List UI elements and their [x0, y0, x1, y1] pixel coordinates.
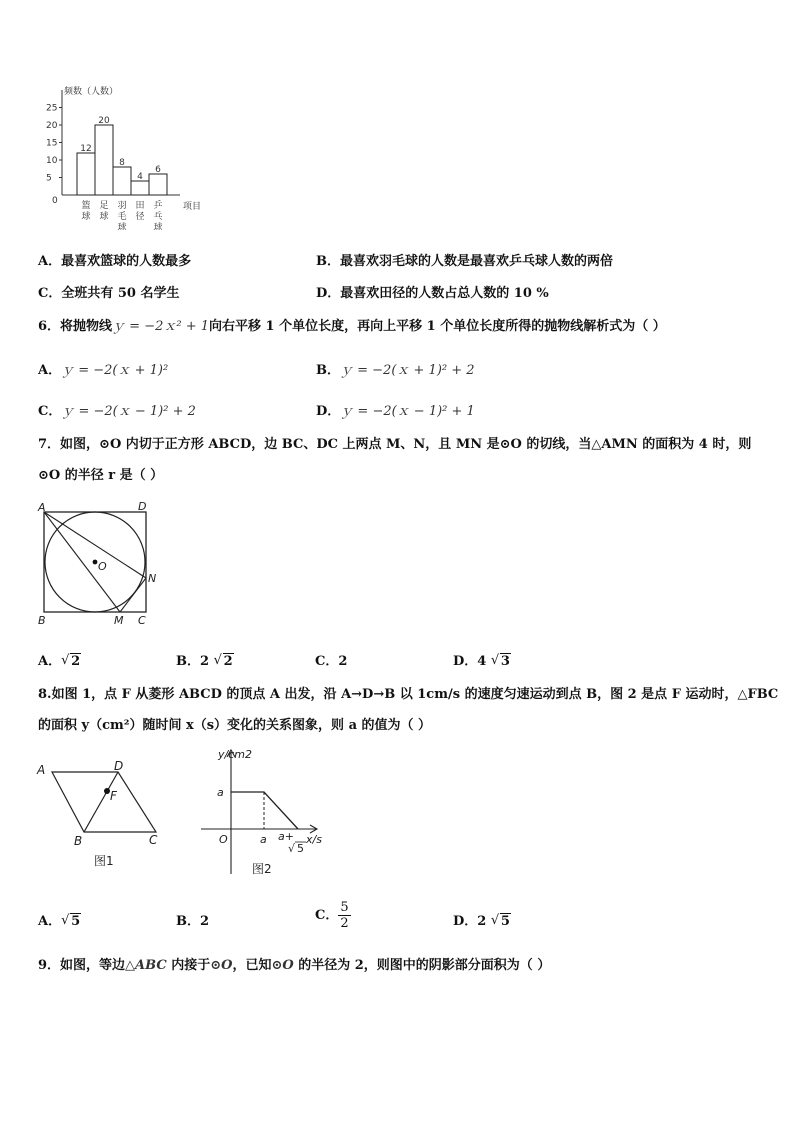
q5-option-d[interactable]: D．最喜欢田径的人数占总人数的 10 % [316, 286, 549, 301]
rhombus-abcd [52, 772, 156, 832]
q6-option-c[interactable] [38, 400, 196, 419]
label-sqrt-radicand: 5 [297, 842, 304, 855]
q9-text-3: ，已知 [232, 958, 272, 973]
category-label: 径 [135, 212, 145, 222]
q7-d-radicand: 3 [500, 654, 510, 669]
q8-d-label: D．2 [453, 914, 487, 929]
q8-option-b[interactable]: B．2 [176, 914, 210, 929]
q6-b-expression: ｙ = −2(ｘ + 1)² + 2 [340, 363, 475, 378]
sqrt-symbol [491, 654, 511, 669]
y-tick-label: 5 [46, 173, 52, 184]
q8-option-a[interactable] [38, 910, 81, 929]
q7-stem-line2: ⊙O 的半径 r 是（ ） [38, 468, 164, 483]
sqrt-symbol [61, 654, 81, 669]
bar-chart [40, 82, 230, 230]
label-b: B [74, 834, 83, 848]
q9-circle: ⊙O [210, 958, 233, 973]
q7-figure [34, 498, 164, 630]
q7-stem-line1: 7．如图，⊙O 内切于正方形 ABCD，边 BC、DC 上两点 M、N，且 MN 是⊙O 的切线，当△AMN 的面积为 4 时，则 [38, 437, 752, 452]
label-d: D [114, 759, 124, 773]
label-c: C [149, 833, 158, 847]
q7-b-label: B．2 [176, 654, 210, 669]
q8-c-numerator: 5 [340, 900, 349, 915]
label-sqrt-sign: √ [288, 842, 296, 855]
q5-option-a[interactable]: A．最喜欢篮球的人数最多 [38, 254, 192, 269]
q7-option-d[interactable] [453, 650, 511, 669]
y-tick-label: 15 [46, 138, 58, 149]
label-m: M [114, 614, 124, 627]
category-label: 田 [135, 201, 145, 211]
figure-caption: 图2 [252, 862, 272, 876]
bar [77, 153, 95, 195]
q8-c-denominator: 2 [340, 916, 349, 931]
q7-option-a[interactable] [38, 650, 81, 669]
center-point [93, 560, 98, 565]
category-label: 毛 [117, 212, 127, 222]
q6-option-d[interactable] [316, 400, 475, 419]
category-label: 乒 [153, 201, 163, 211]
y-axis-label: y/cm2 [218, 748, 252, 761]
q8-stem-line2: 的面积 y（cm²）随时间 x（s）变化的关系图象，则 a 的值为（ ） [38, 718, 432, 733]
q8-a-label: A． [38, 914, 62, 929]
chart-y-title: 频数（人数） [64, 87, 119, 97]
label-f: F [110, 789, 117, 803]
q8-figure2 [196, 744, 336, 880]
q6-option-b[interactable] [316, 359, 475, 378]
segment-mn [120, 578, 146, 612]
q6-stem [38, 319, 666, 335]
label-o: O [98, 560, 107, 573]
q7-option-c[interactable]: C．2 [315, 654, 348, 669]
y-tick-label: 25 [46, 103, 58, 114]
q7-a-radicand: 2 [71, 654, 81, 669]
category-label: 球 [81, 212, 91, 222]
q6-stem-text: 6．将抛物线 [38, 319, 113, 334]
category-label: 乓 [153, 212, 163, 222]
q9-text-2: 内接于 [166, 958, 211, 973]
label-n: N [148, 572, 157, 585]
y-tick-label: 0 [52, 196, 58, 206]
label-a-x: a [260, 833, 267, 846]
bar [113, 167, 131, 195]
q5-option-b[interactable]: B．最喜欢羽毛球的人数是最喜欢乒乓球人数的两倍 [316, 254, 613, 269]
q6-d-label: D． [316, 404, 341, 419]
category-label: 羽 [117, 201, 127, 211]
q6-option-a[interactable] [38, 359, 168, 378]
x-axis-label: x/s [306, 833, 322, 846]
q9-triangle: △ABC [125, 958, 167, 973]
sqrt-symbol [214, 654, 234, 669]
segment-am [44, 512, 120, 612]
sqrt-symbol [491, 914, 511, 929]
y-tick-label: 10 [46, 156, 58, 166]
q9-stem [38, 958, 550, 974]
q7-d-label: D．4 [453, 654, 487, 669]
category-label: 足 [99, 201, 109, 211]
bar [131, 181, 149, 195]
category-label: 球 [117, 223, 127, 230]
q8-c-label: C． [315, 908, 339, 923]
category-label: 球 [153, 223, 163, 230]
q7-b-radicand: 2 [223, 654, 233, 669]
label-a: A [37, 763, 46, 777]
bar [95, 125, 113, 195]
q9-circle-2: ⊙O [271, 958, 294, 973]
chart-x-title: 项目 [183, 202, 202, 212]
q6-a-expression: ｙ = −2(ｘ + 1)² [61, 363, 169, 378]
y-tick-label: 20 [46, 121, 58, 131]
category-label: 球 [99, 212, 109, 222]
q6-c-expression: ｙ = −2(ｘ − 1)² + 2 [61, 404, 196, 419]
label-c: C [138, 614, 146, 627]
label-a-y: a [217, 786, 224, 799]
q6-d-expression: ｙ = −2(ｘ − 1)² + 1 [340, 404, 475, 419]
q6-c-label: C． [38, 404, 62, 419]
q5-option-c[interactable]: C．全班共有 50 名学生 [38, 286, 180, 301]
label-origin: O [219, 833, 228, 846]
q6-b-label: B． [316, 363, 340, 378]
label-a-plus: a+ [278, 830, 294, 843]
q8-d-radicand: 5 [500, 914, 510, 929]
label-d: D [138, 500, 147, 513]
fraction [338, 900, 350, 931]
q8-stem-line1: 8.如图 1，点 F 从菱形 ABCD 的顶点 A 出发，沿 A→D→B 以 1cm/s 的速度匀速运动到点 B，图 2 是点 F 运动时，△FBC [38, 687, 779, 702]
category-label: 篮 [81, 201, 91, 211]
bar-value-label: 4 [137, 172, 143, 182]
bar-value-label: 12 [80, 144, 92, 154]
q9-text-4: 的半径为 2，则图中的阴影部分面积为（ ） [293, 958, 551, 973]
bar [149, 174, 167, 195]
bar-value-label: 8 [119, 158, 125, 168]
figure-caption: 图1 [94, 854, 114, 868]
q6-stem-text-2: 向右平移 1 个单位长度，再向上平移 1 个单位长度所得的抛物线解析式为（ ） [209, 319, 666, 334]
q6-a-label: A． [38, 363, 62, 378]
q8-a-radicand: 5 [71, 914, 81, 929]
q7-option-b[interactable] [176, 650, 234, 669]
sqrt-symbol [61, 914, 81, 929]
bar-value-label: 6 [155, 165, 161, 175]
q6-stem-expression: ｙ = −2ｘ² + 1 [112, 319, 210, 334]
q8-figure1 [34, 756, 170, 874]
label-b: B [38, 614, 46, 627]
segment-an [44, 512, 146, 578]
q7-a-label: A． [38, 654, 62, 669]
q8-option-d[interactable] [453, 910, 511, 929]
q8-option-c[interactable] [315, 900, 351, 931]
q9-text-1: 9．如图，等边 [38, 958, 126, 973]
label-a: A [38, 501, 46, 514]
bar-value-label: 20 [98, 116, 110, 126]
